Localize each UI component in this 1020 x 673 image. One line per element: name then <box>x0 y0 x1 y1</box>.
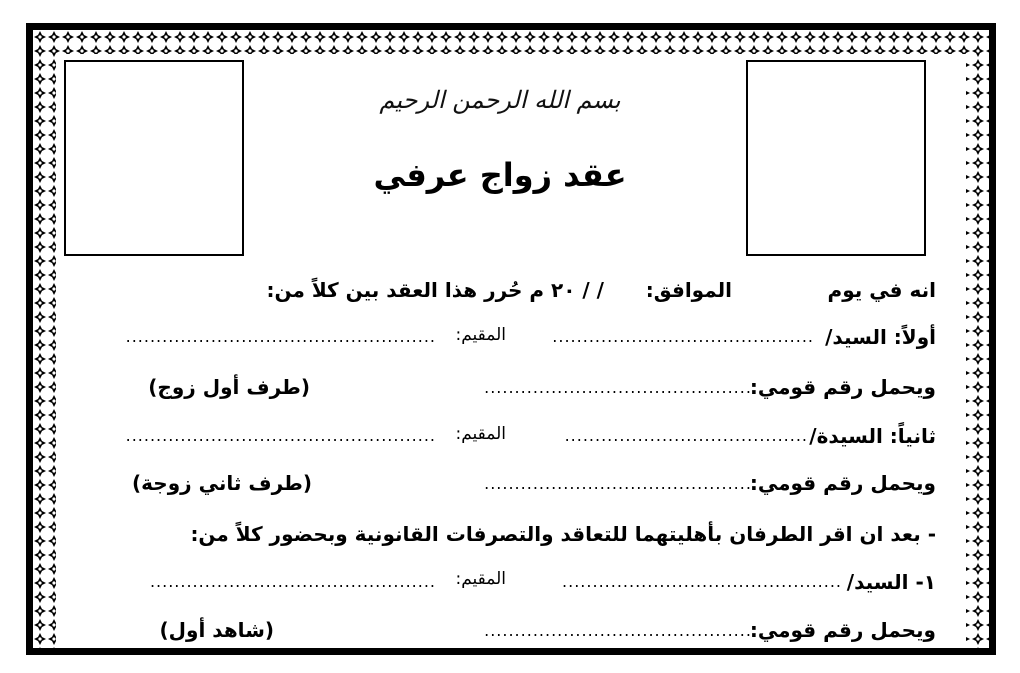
basmala: بسم الله الرحمن الرحيم <box>379 86 621 114</box>
first-party-name-label: أولاً: السيد/ <box>825 325 936 349</box>
second-party-id-label: ويحمل رقم قومي: <box>749 471 936 495</box>
witness-one-role: (شاهد أول) <box>159 618 274 642</box>
second-party-name-field[interactable]: ........................................ <box>564 426 808 445</box>
photo-box-left <box>64 60 244 256</box>
first-party-name-field[interactable]: ........................................... <box>552 327 814 346</box>
first-party-resident-field[interactable]: ................................................... <box>125 327 436 346</box>
second-party-name-label: ثانياً: السيدة/ <box>809 424 936 448</box>
first-party-resident-label: المقيم: <box>455 325 506 345</box>
contract-title: عقد زواج عرفي <box>373 156 627 194</box>
first-party-role: (طرف أول زوج) <box>148 375 310 399</box>
witness-one-id-field[interactable]: ............................................. <box>484 621 758 640</box>
witness-one-name-label: ١- السيد/ <box>846 570 936 594</box>
second-party-role: (طرف ثاني زوجة) <box>132 471 312 495</box>
intro-day-label: انه في يوم <box>827 278 936 302</box>
intro-date-value: / / ٢٠ م حُرر هذا العقد بين كلاً من: <box>266 278 604 302</box>
photo-box-right <box>746 60 926 256</box>
capacity-clause: - بعد ان اقر الطرفان بأهليتهما للتعاقد والتصرفات القانونية وبحضور كلاً من: <box>190 522 936 546</box>
intro-date-label: الموافق: <box>645 278 732 302</box>
second-party-resident-field[interactable]: ................................................... <box>125 426 436 445</box>
second-party-resident-label: المقيم: <box>455 424 506 444</box>
witness-one-resident-field[interactable]: ............................................... <box>149 572 436 591</box>
first-party-id-label: ويحمل رقم قومي: <box>749 375 936 399</box>
first-party-id-field[interactable]: ............................................. <box>484 378 758 397</box>
second-party-id-field[interactable]: ............................................. <box>484 474 758 493</box>
witness-one-id-label: ويحمل رقم قومي: <box>749 618 936 642</box>
witness-one-name-field[interactable]: .............................................. <box>562 572 842 591</box>
witness-one-resident-label: المقيم: <box>455 569 506 589</box>
